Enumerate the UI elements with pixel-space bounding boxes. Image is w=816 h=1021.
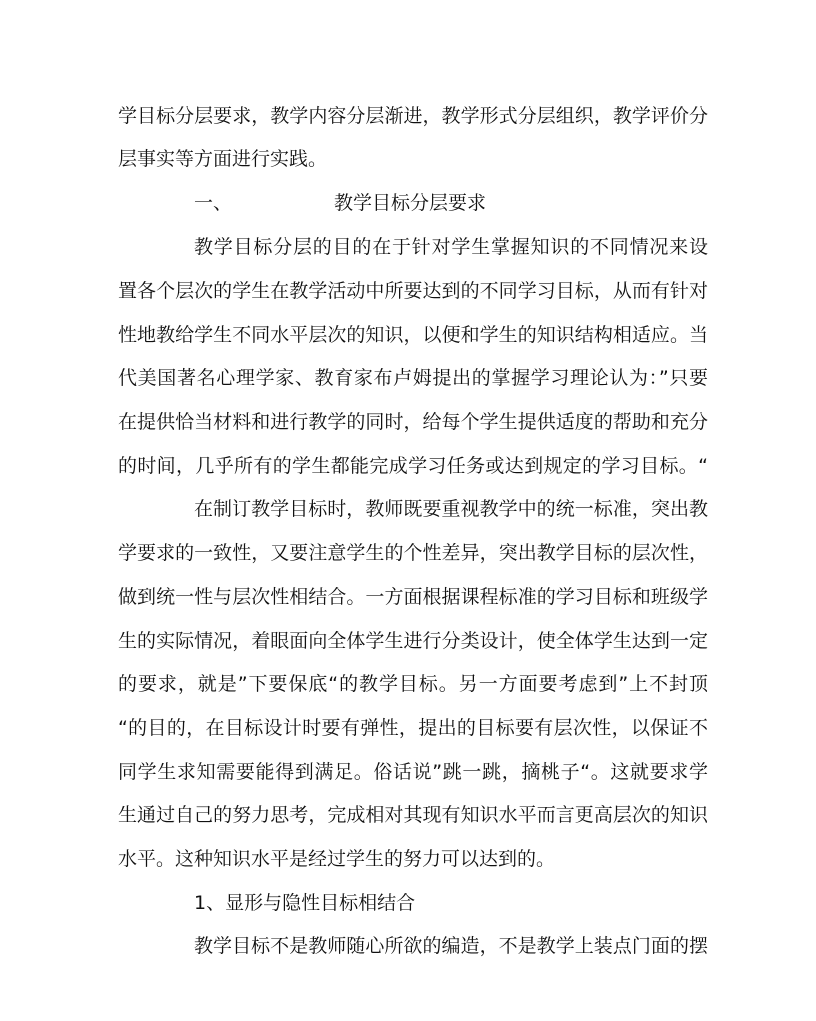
paragraph-line: 同学生求知需要能得到满足。俗话说”跳一跳，摘桃子“。这就要求学: [118, 761, 708, 783]
paragraph-line: 层事实等方面进行实践。: [118, 148, 328, 170]
paragraph-line: 代美国著名心理学家、教育家布卢姆提出的掌握学习理论认为：”只要: [118, 367, 708, 389]
paragraph-line: 的时间，几乎所有的学生都能完成学习任务或达到规定的学习目标。“: [118, 455, 708, 477]
paragraph-line: 学要求的一致性，又要注意学生的个性差异，突出教学目标的层次性，: [118, 542, 708, 564]
section-title: 教学目标分层要求: [334, 192, 487, 214]
paragraph-line: 生的实际情况，着眼面向全体学生进行分类设计，使全体学生达到一定: [118, 630, 708, 652]
paragraph-line: 做到统一性与层次性相结合。一方面根据课程标准的学习目标和班级学: [118, 586, 708, 608]
section-number: 一、: [194, 192, 233, 214]
paragraph-line: 水平。这种知识水平是经过学生的努力可以达到的。: [118, 848, 556, 870]
paragraph-line: 教学目标不是教师随心所欲的编造，不是教学上装点门面的摆: [194, 935, 708, 957]
paragraph-line: 在提供恰当材料和进行教学的同时，给每个学生提供适度的帮助和充分: [118, 411, 708, 433]
paragraph-line: 生通过自己的努力思考，完成相对其现有知识水平而言更高层次的知识: [118, 804, 708, 826]
paragraph-line: 在制订教学目标时，教师既要重视教学中的统一标准，突出教: [194, 498, 708, 520]
paragraph-line: 置各个层次的学生在教学活动中所要达到的不同学习目标，从而有针对: [118, 280, 708, 302]
paragraph-line: 教学目标分层的目的在于针对学生掌握知识的不同情况来设: [194, 236, 708, 258]
subsection-title: 1、显形与隐性目标相结合: [194, 892, 416, 914]
paragraph-line: “的目的，在目标设计时要有弹性，提出的目标要有层次性，以保证不: [118, 717, 708, 739]
paragraph-line: 学目标分层要求，教学内容分层渐进，教学形式分层组织，教学评价分: [118, 105, 708, 127]
paragraph-line: 的要求，就是”下要保底“的教学目标。另一方面要考虑到”上不封顶: [118, 673, 708, 695]
paragraph-line: 性地教给学生不同水平层次的知识，以便和学生的知识结构相适应。当: [118, 324, 708, 346]
